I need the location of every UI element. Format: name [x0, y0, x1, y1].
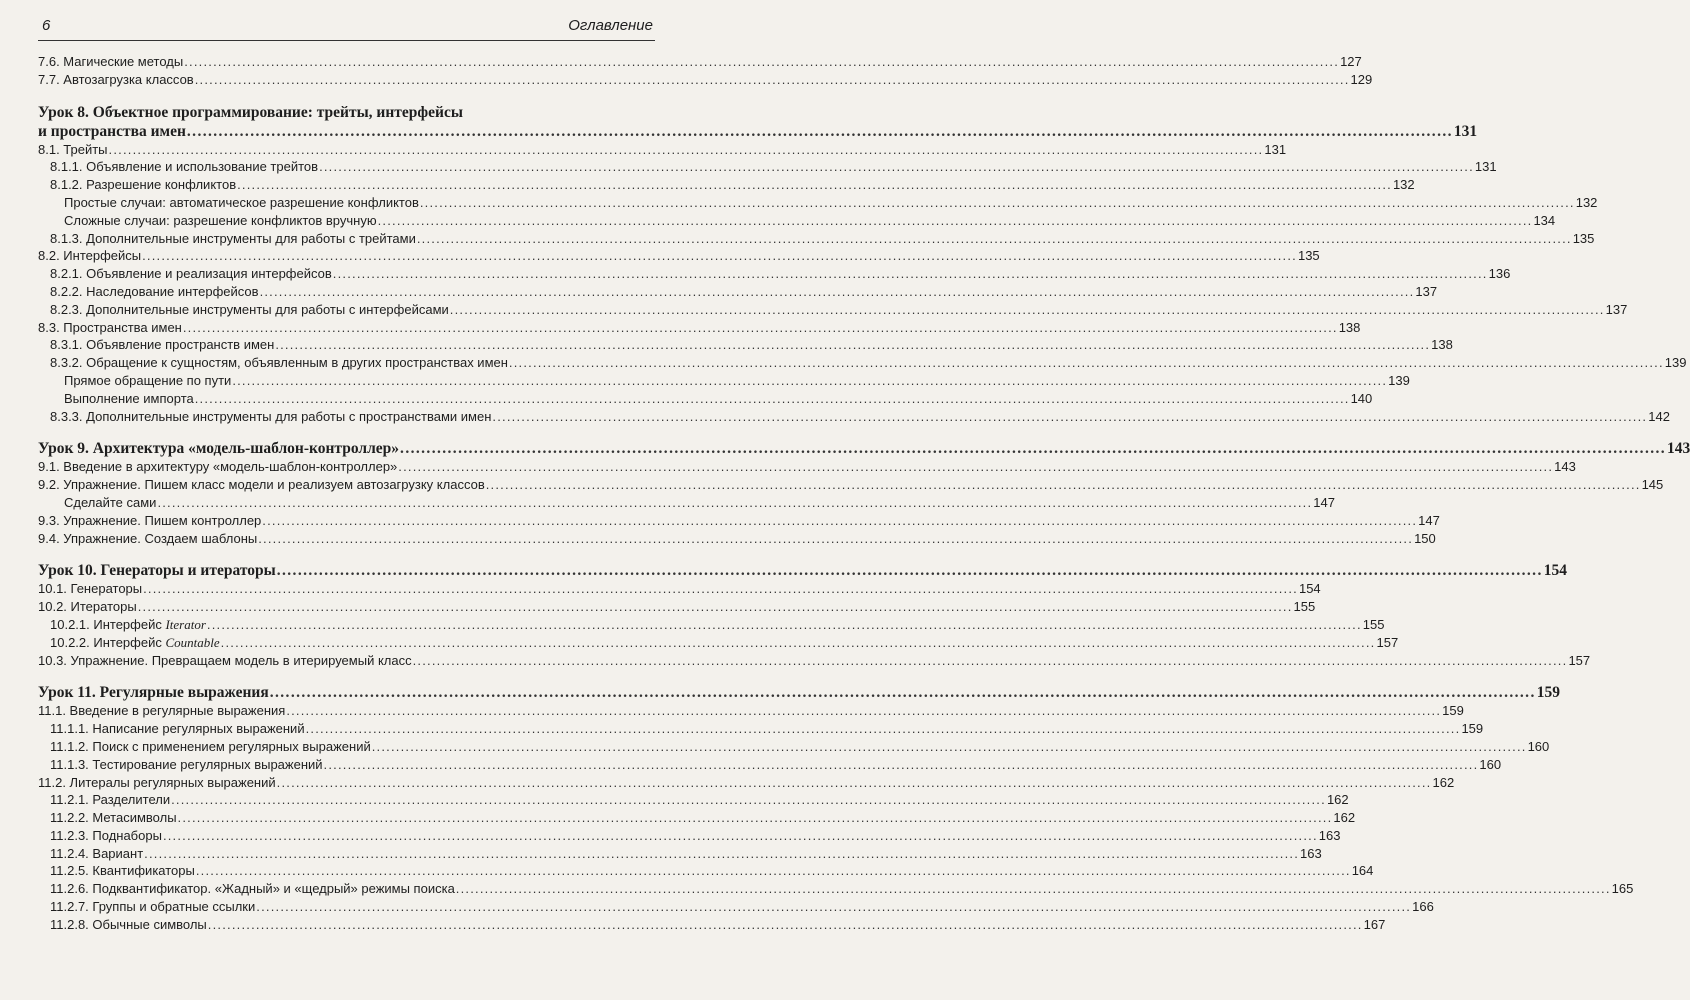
page-ref: 162	[1333, 810, 1356, 826]
entry-title: 9.4. Упражнение. Создаем шаблоны	[38, 530, 258, 546]
dot-leader	[413, 652, 1568, 670]
entry-title: 11.2.7. Группы и обратные ссылки	[50, 899, 256, 915]
dot-leader	[277, 561, 1543, 580]
page-ref: 157	[1568, 652, 1591, 668]
dot-leader	[109, 141, 1264, 159]
page-ref: 155	[1362, 616, 1385, 632]
entry-title: 10.2. Итераторы	[38, 599, 137, 615]
toc-entry[interactable]	[38, 141, 1287, 159]
chapter-8-title-line1[interactable]: Урок 8. Объектное программирование: трейты, интерфейсы	[38, 103, 463, 121]
page-ref: 138	[1431, 337, 1453, 353]
entry-title: 8.3.3. Дополнительные инструменты для работы с пространствами имен	[50, 408, 492, 424]
page-ref: 131	[1264, 141, 1287, 157]
page-ref: 147	[1418, 512, 1440, 528]
page-ref: 163	[1300, 845, 1322, 861]
chapter-9	[38, 439, 1690, 547]
toc-entry[interactable]	[38, 390, 1373, 408]
page-ref: 147	[1313, 494, 1335, 510]
entry-title: 10.1. Генераторы	[38, 581, 143, 597]
dot-leader	[286, 702, 1441, 720]
entry-title	[50, 616, 206, 634]
page-ref: 131	[1474, 159, 1497, 175]
toc-entry[interactable]	[38, 336, 1453, 354]
entry-title: 8.3. Пространства имен	[38, 319, 182, 335]
dot-leader	[237, 176, 1392, 194]
toc-entry[interactable]	[38, 616, 1385, 634]
entry-title: 11.1. Введение в регулярные выражения	[38, 703, 286, 719]
entry-title: 11.2.5. Квантификаторы	[50, 863, 195, 879]
toc-entry[interactable]	[38, 580, 1321, 598]
entry-title: 8.2.1. Объявление и реализация интерфейсов	[50, 266, 332, 282]
running-header	[38, 14, 655, 41]
page-ref: 135	[1572, 230, 1595, 246]
entry-title: Урок 10. Генераторы и итераторы	[38, 562, 276, 580]
toc-entry[interactable]	[38, 898, 1434, 916]
dot-leader	[208, 916, 1363, 934]
dot-leader	[256, 898, 1411, 916]
page-ref: 138	[1338, 319, 1361, 335]
entry-title-part: Countable	[165, 634, 220, 650]
entry-title: 9.2. Упражнение. Пишем класс модели и реализуем автозагрузку классов	[38, 477, 485, 493]
page-ref: 155	[1293, 599, 1316, 615]
dot-leader	[378, 212, 1533, 230]
entry-title: и пространства имен	[38, 122, 186, 140]
page-number: 6	[42, 17, 51, 34]
dot-leader	[258, 530, 1413, 548]
toc-entry[interactable]	[38, 494, 1335, 512]
toc-entry[interactable]	[38, 230, 1595, 248]
page-ref: 159	[1461, 721, 1484, 737]
page-ref: 134	[1533, 212, 1556, 228]
entry-title: 8.2. Интерфейсы	[38, 248, 142, 264]
entry-title: 11.2.4. Вариант	[50, 845, 144, 861]
chapter-11-heading[interactable]	[38, 683, 1560, 702]
page-ref: 142	[1648, 408, 1670, 424]
entry-title: 11.2.2. Метасимволы	[50, 810, 177, 826]
dot-leader	[187, 122, 1453, 141]
entry-title-part: 10.2.1. Интерфейс	[50, 616, 166, 632]
entry-title: 11.2. Литералы регулярных выражений	[38, 774, 276, 790]
dot-leader	[195, 71, 1350, 89]
toc-entry[interactable]	[38, 265, 1511, 283]
entry-title: 8.1.2. Разрешение конфликтов	[50, 177, 237, 193]
toc-entry-7-7[interactable]	[38, 71, 1373, 89]
page-ref: 143	[1554, 459, 1576, 475]
toc-entry[interactable]	[38, 791, 1349, 809]
page-ref: 154	[1543, 562, 1567, 580]
dot-leader	[144, 845, 1299, 863]
toc-entry[interactable]	[38, 598, 1316, 616]
entry-title: Сделайте сами	[64, 494, 157, 510]
toc-entry[interactable]	[38, 194, 1598, 212]
toc-entry[interactable]	[38, 809, 1356, 827]
toc-entry[interactable]	[38, 512, 1440, 530]
dot-leader	[163, 827, 1318, 845]
dot-leader	[262, 512, 1417, 530]
page-ref: 136	[1488, 266, 1511, 282]
dot-leader	[306, 720, 1461, 738]
toc-entry[interactable]	[38, 301, 1628, 319]
entry-title	[50, 634, 220, 652]
page-ref: 137	[1415, 283, 1438, 299]
table-of-contents	[38, 53, 1690, 934]
page-ref: 162	[1326, 792, 1349, 808]
page-ref: 132	[1392, 177, 1415, 193]
dot-leader	[333, 265, 1488, 283]
dot-leader	[207, 616, 1362, 634]
page-ref: 137	[1605, 301, 1628, 317]
entry-title: 7.7. Автозагрузка классов	[38, 71, 194, 87]
entry-title: Простые случаи: автоматическое разрешение конфликтов	[64, 194, 419, 210]
toc-entry[interactable]	[38, 756, 1502, 774]
dot-leader	[270, 683, 1536, 702]
toc-entry[interactable]	[38, 652, 1591, 670]
toc-entry[interactable]	[38, 476, 1664, 494]
dot-leader	[142, 247, 1297, 265]
page-ref: 159	[1442, 703, 1464, 719]
toc-entry[interactable]	[38, 880, 1634, 898]
dot-leader	[171, 791, 1326, 809]
running-title: Оглавление	[568, 17, 653, 34]
entry-title: 10.3. Упражнение. Превращаем модель в итерируемый класс	[38, 652, 412, 668]
toc-entry[interactable]	[38, 319, 1361, 337]
dot-leader	[372, 738, 1527, 756]
toc-entry[interactable]	[38, 158, 1497, 176]
dot-leader	[486, 476, 1641, 494]
page-ref: 139	[1388, 372, 1410, 388]
entry-title: 11.1.3. Тестирование регулярных выражений	[50, 756, 323, 772]
dot-leader	[138, 598, 1293, 616]
entry-title: 11.2.3. Поднаборы	[50, 827, 162, 843]
dot-leader	[398, 458, 1553, 476]
entry-title: 9.1. Введение в архитектуру «модель-шаблон-контроллер»	[38, 459, 398, 475]
page-ref: 154	[1298, 581, 1321, 597]
page-ref: 129	[1350, 71, 1373, 87]
entry-title: 8.1.3. Дополнительные инструменты для работы с трейтами	[50, 230, 416, 246]
dot-leader	[420, 194, 1575, 212]
dot-leader	[324, 756, 1479, 774]
page-ref: 166	[1412, 899, 1434, 915]
chapter-8-heading[interactable]	[38, 122, 1478, 141]
page-ref: 150	[1414, 530, 1436, 546]
entry-title: 7.6. Магические методы	[38, 54, 184, 69]
toc-entry[interactable]	[38, 634, 1399, 652]
toc-entry-7-6[interactable]	[38, 53, 1362, 71]
toc-entry[interactable]	[38, 408, 1670, 426]
entry-title: Выполнение импорта	[64, 390, 194, 406]
toc-entry[interactable]	[38, 176, 1415, 194]
dot-leader	[277, 774, 1432, 792]
page-ref: 167	[1363, 916, 1386, 932]
dot-leader	[492, 408, 1647, 426]
entry-title: 11.1.1. Написание регулярных выражений	[50, 721, 305, 737]
dot-leader	[157, 494, 1312, 512]
entry-title: Сложные случаи: разрешение конфликтов вручную	[64, 212, 377, 228]
toc-entry[interactable]	[38, 738, 1550, 756]
dot-leader	[450, 301, 1605, 319]
entry-title: 8.3.2. Обращение к сущностям, объявленным в других пространствах имен	[50, 355, 508, 371]
page-ref: 132	[1575, 194, 1598, 210]
page-ref: 163	[1318, 827, 1341, 843]
toc-entry[interactable]	[38, 212, 1556, 230]
entry-title: 11.2.8. Обычные символы	[50, 916, 207, 932]
chapter-10	[38, 561, 1591, 669]
dot-leader	[143, 580, 1298, 598]
dot-leader	[184, 53, 1339, 71]
entry-title: 8.2.2. Наследование интерфейсов	[50, 283, 259, 299]
page-ref: 127	[1340, 54, 1362, 69]
page-ref: 160	[1479, 756, 1502, 772]
page-ref: 164	[1351, 863, 1374, 879]
dot-leader	[183, 319, 1338, 337]
entry-title: 8.2.3. Дополнительные инструменты для работы с интерфейсами	[50, 301, 449, 317]
entry-title: 11.2.6. Подквантификатор. «Жадный» и «щедрый» режимы поиска	[50, 881, 455, 897]
dot-leader	[232, 372, 1387, 390]
entry-title: 11.2.1. Разделители	[50, 792, 171, 808]
page-ref: 139	[1664, 355, 1687, 371]
toc-entry[interactable]	[38, 845, 1322, 863]
entry-title: 11.1.2. Поиск с применением регулярных выражений	[50, 738, 371, 754]
entry-title: 8.1.1. Объявление и использование трейтов	[50, 159, 319, 175]
toc-entry[interactable]	[38, 827, 1341, 845]
page-ref: 145	[1641, 477, 1664, 493]
page-ref: 162	[1432, 774, 1455, 790]
page-ref: 157	[1376, 634, 1399, 650]
page-ref: 140	[1350, 390, 1373, 406]
dot-leader	[400, 439, 1666, 458]
toc-entry[interactable]	[38, 720, 1484, 738]
chapter-11	[38, 683, 1634, 933]
dot-leader	[195, 390, 1350, 408]
chapter-9-heading[interactable]	[38, 439, 1690, 458]
dot-leader	[319, 158, 1474, 176]
toc-entry[interactable]	[38, 702, 1464, 720]
toc-entry[interactable]	[38, 774, 1455, 792]
page-ref: 143	[1667, 440, 1690, 458]
dot-leader	[178, 809, 1333, 827]
toc-entry[interactable]	[38, 458, 1576, 476]
entry-title-part: 10.2.2. Интерфейс	[50, 634, 166, 650]
dot-leader	[417, 230, 1572, 248]
entry-title: Прямое обращение по пути	[64, 372, 232, 388]
toc-entry[interactable]	[38, 283, 1438, 301]
page-ref: 159	[1536, 684, 1560, 702]
toc-entry[interactable]	[38, 862, 1374, 880]
entry-title: 8.1. Трейты	[38, 141, 108, 157]
page-ref: 160	[1527, 738, 1550, 754]
dot-leader	[260, 283, 1415, 301]
chapter-8	[38, 103, 1687, 426]
entry-title: Урок 11. Регулярные выражения	[38, 684, 269, 702]
page-ref: 131	[1453, 122, 1478, 140]
entry-title: 9.3. Упражнение. Пишем контроллер	[38, 512, 262, 528]
page-ref: 165	[1611, 881, 1634, 897]
toc-entry[interactable]	[38, 354, 1687, 372]
entry-title: 8.3.1. Объявление пространств имен	[50, 337, 275, 353]
entry-title-part: Iterator	[165, 616, 206, 632]
toc-entry[interactable]	[38, 916, 1386, 934]
dot-leader	[221, 634, 1376, 652]
dot-leader	[509, 354, 1664, 372]
dot-leader	[196, 862, 1351, 880]
chapter-10-heading[interactable]	[38, 561, 1567, 580]
toc-entry[interactable]	[38, 372, 1410, 390]
toc-entry[interactable]	[38, 247, 1320, 265]
page-ref: 135	[1297, 248, 1320, 264]
dot-leader	[456, 880, 1611, 898]
entry-title: Урок 9. Архитектура «модель-шаблон-контроллер»	[38, 440, 400, 458]
dot-leader	[275, 336, 1430, 354]
toc-entry[interactable]	[38, 530, 1436, 548]
